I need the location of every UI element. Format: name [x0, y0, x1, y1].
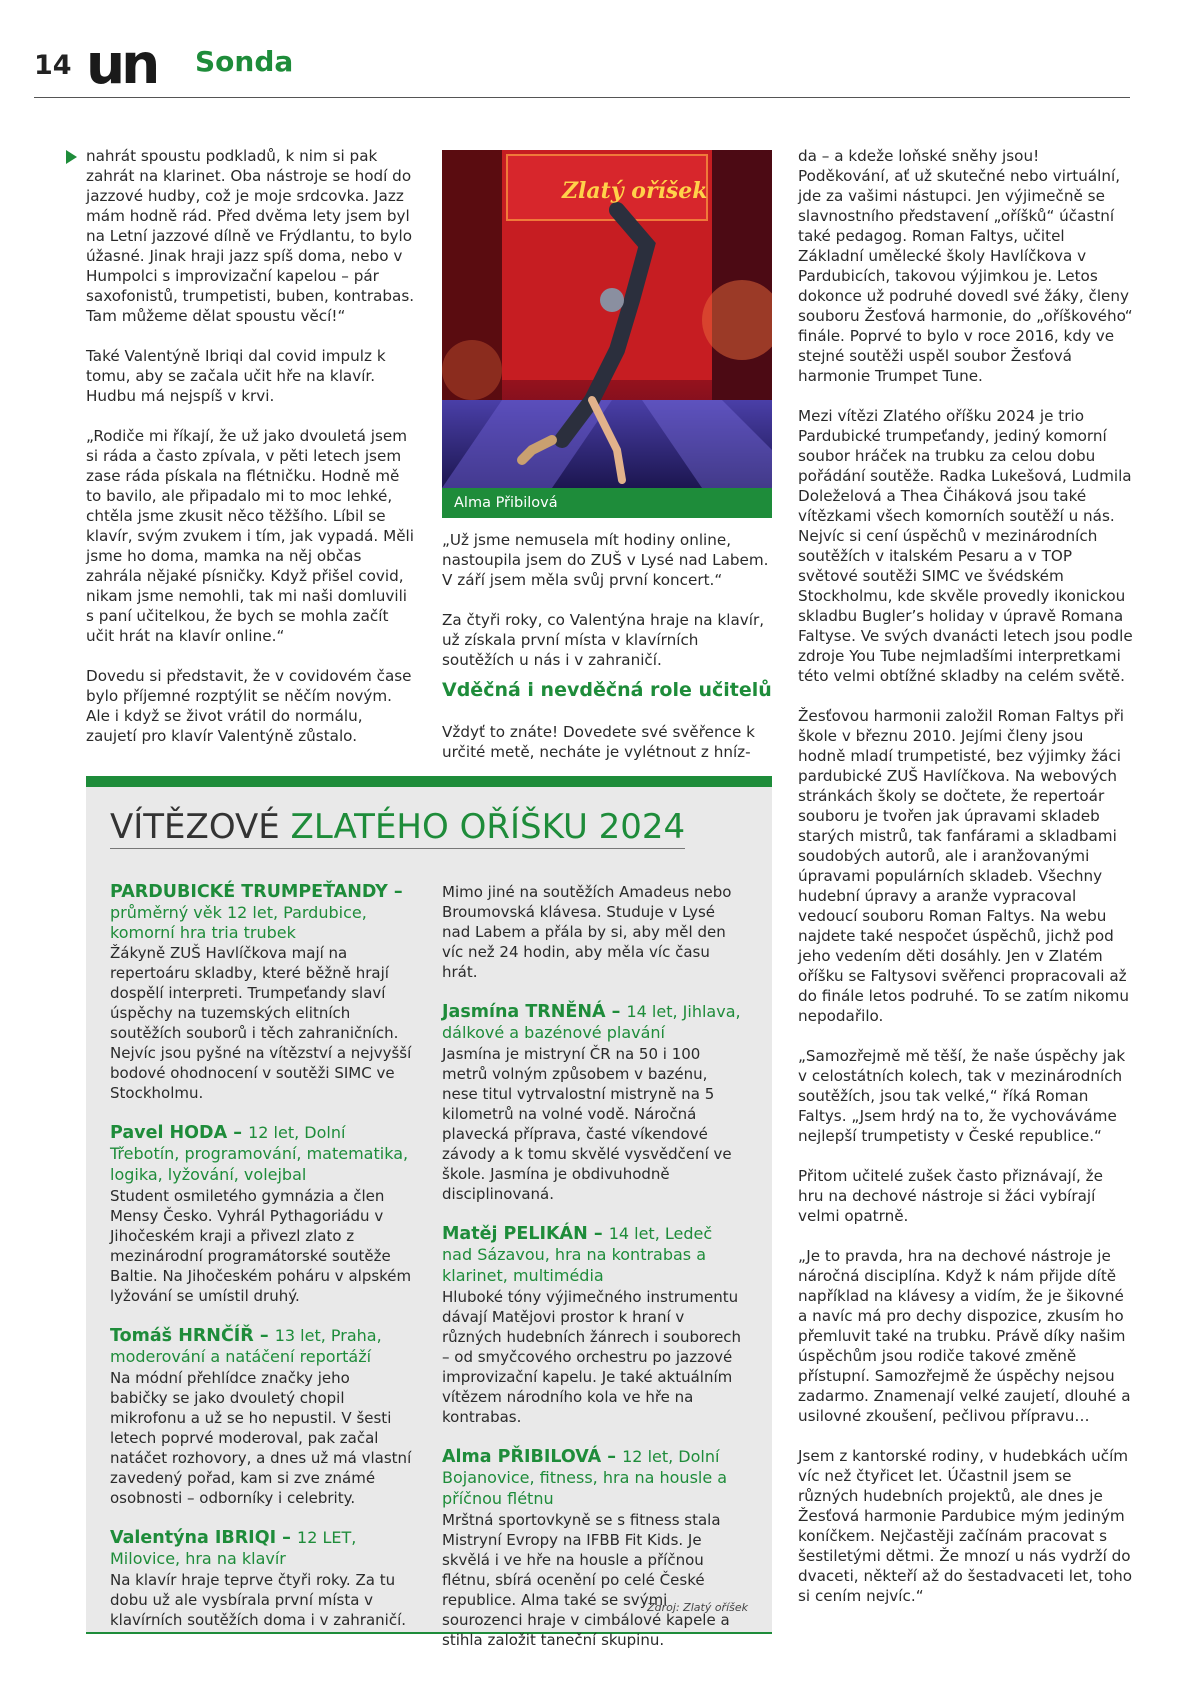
winner-text: Jasmína je mistryní ČR na 50 i 100 metrů volným způsobem v bazénu, nese titul vytrvalostní mistryně na 5 kilometrů na volné vodě. Náročná plavecká příprava, časté víkendové závody a k tomu skvělé vysvědčení ve škole. Jasmína je obdivuhodně disciplinovaná.: [442, 1045, 732, 1203]
winner-text: Hluboké tóny výjimečného instrumentu dávají Matějovi prostor k hraní v různých hudebních žánrech i souborech – od smyčcového orchestru po jazzové improvizační kapelu. Je také aktuálním vítězem národního kola ve hře na kontrabas.: [442, 1288, 742, 1426]
magazine-logo: un: [86, 32, 157, 96]
winners-sidebar-box: [86, 776, 772, 1649]
winner-name: PARDUBICKÉ TRUMPEŤANDY: [110, 882, 388, 902]
article-column-2: [442, 530, 772, 762]
paragraph: „Samozřejmě mě těší, že naše úspěchy jak v celostátních kolech, tak v mezinárodních soutěžích, jsou tak velké,“ říká Roman Faltys. „Jsem hrdý na to, že vychováváme nejlepší trumpetisty v České republice.“: [798, 1047, 1126, 1145]
winner-text: Mrštná sportovkyně se s fitness stala Mistryní Evropy na IFBB Fit Kids. Je skvělá i ve hře na housle a příčnou flétnu, sbírá ocenění po celé České republice. Alma také se svými sourozenci hraje v cimbálové kapele a stihla založit taneční skupinu.: [442, 1511, 730, 1649]
photo-image: [442, 150, 772, 518]
paragraph: Vždyť to znáte! Dovedete své svěřence k určité metě, necháte je vylétnout z hníz-: [442, 723, 755, 761]
winner-description: 12 let, Dolní Třebotín, programování, matematika, logika, lyžování, volejbal: [110, 1123, 409, 1184]
winner-description: 12 LET, Milovice, hra na klavír: [110, 1528, 357, 1568]
page-number: 14: [34, 50, 72, 81]
winner-text: Na klavír hraje teprve čtyři roky. Za tu dobu už ale vysbírala první místa v klavírních soutěžích doma i v zahraničí.: [110, 1571, 407, 1629]
article-photo: [442, 150, 772, 518]
continuation-arrow-icon: [66, 150, 77, 164]
paragraph: Také Valentýně Ibriqi dal covid impulz k tomu, aby se začala učit hře na klavír. Hudbu má nejspíš v krvi.: [86, 347, 386, 405]
paragraph: da – a kdeže loňské sněhy jsou! Poděkování, ať už skutečné nebo virtuální, jde za vašimi nástupci. Jen výjimečně se slavnostního představení „oříšků“ účastní také pedagog. Roman Faltys, učitel Základní umělecké školy Havlíčkova v Pardubicích, takovou výjimkou je. Letos dokonce už podruhé dovedl své žáky, členy souboru Žesťová harmonie, do „oříškového“ finále. Poprvé to bylo v roce 2016, kdy ve stejné soutěži uspěl soubor Žesťová harmonie Trumpet Tune.: [798, 147, 1133, 385]
winner-name: Valentýna IBRIQI: [110, 1528, 277, 1548]
winner-entry: PARDUBICKÉ TRUMPEŤANDY – průměrný věk 12 let, Pardubice, komorní hra tria trubek Žákyně ZUŠ Havlíčkova mají na repertoáru skladby, které běžně hrají dospělí interpreti. Trumpeťandy slaví úspěchy na tuzemských elitních soutěžích souborů i těch zahraničních. Nejvíc jsou pyšné na vítězství a nejvyšší bodové ohodnocení v soutěži SIMC ve Stockholmu.: [110, 882, 412, 1102]
paragraph: Přitom učitelé zušek často přiznávají, že hru na dechové nástroje si žáci vybírají velmi opatrně.: [798, 1167, 1103, 1225]
winner-text-continued: Mimo jiné na soutěžích Amadeus nebo Broumovská klávesa. Studuje v Lysé nad Labem a přála by si, aby měl den víc než 24 hodin, aby měla víc času hrát.: [442, 883, 732, 981]
winner-name: Matěj PELIKÁN: [442, 1224, 588, 1244]
source-credit: Zdroj: Zlatý oříšek: [647, 1601, 748, 1614]
paragraph: Dovedu si představit, že v covidovém čase bylo příjemné rozptýlit se něčím novým. Ale i když se život vrátil do normálu, zaujetí pro klavír Valentýně zůstalo.: [86, 667, 412, 745]
paragraph: „Už jsme nemusela mít hodiny online, nastoupila jsem do ZUŠ v Lysé nad Labem. V září jsem měla svůj první koncert.“: [442, 531, 769, 589]
winner-description: 14 let, Jihlava, dálkové a bazénové plavání: [442, 1002, 741, 1042]
stage-sign-text: Zlatý oříšek: [562, 178, 708, 204]
winner-name: Tomáš HRNČÍŘ: [110, 1326, 254, 1346]
winner-description: 14 let, Ledeč nad Sázavou, hra na kontrabas a klarinet, multimédia: [442, 1224, 713, 1285]
winner-description: průměrný věk 12 let, Pardubice, komorní hra tria trubek: [110, 903, 367, 942]
winner-entry: Matěj PELIKÁN – 14 let, Ledeč nad Sázavou, hra na kontrabas a klarinet, multimédia Hluboké tóny výjimečného instrumentu dávají Matějovi prostor k hraní v různých hudebních žánrech i souborech – od smyčcového orchestru po jazzové improvizační kapelu. Je také aktuálním vítězem národního kola ve hře na kontrabas.: [442, 1224, 744, 1427]
paragraph: nahrát spoustu podkladů, k nim si pak zahrát na klarinet. Oba nástroje se hodí do jazzové hudby, což je moje srdcovka. Jazz mám hodně rád. Před dvěma lety jsem byl na Letní jazzové dílně ve Frýdlantu, to bylo úžasné. Jinak hraji jazz spíš doma, nebo v Humpolci s improvizační kapelou – pár saxofonistů, trumpetisti, buben, kontrabas. Tam můžeme dělat spoustu věcí!“: [86, 147, 415, 325]
winner-name: Pavel HODA: [110, 1123, 228, 1143]
winner-entry: Alma PŘIBILOVÁ – 12 let, Dolní Bojanovice, fitness, hra na housle a příčnou flétnu Mrštná sportovkyně se s fitness stala Mistryní Evropy na IFBB Fit Kids. Je skvělá i ve hře na housle a příčnou flétnu, sbírá ocenění po celé České republice. Alma také se svými sourozenci hraje v cimbálové kapele a stihla založit taneční skupinu.: [442, 1447, 744, 1650]
photo-caption: Alma Přibilová: [442, 488, 772, 518]
paragraph: Mezi vítězi Zlatého oříšku 2024 je trio Pardubické trumpeťandy, jediný komorní soubor hráček na trubku za celou dobu pořádání soutěže. Radka Lukešová, Ludmila Doleželová a Thea Čiháková jsou také vítězkami všech komorních soutěží u nás. Nejvíc si cení úspěchů v mezinárodních soutěžích v italském Pesaru a v TOP světové soutěži SIMC ve švédském Stockholmu, kde skvěle provedly ikonickou skladbu Bugler’s holiday v úpravě Romana Faltyse. Ve svých dvanácti letech jsou podle zdroje You Tube nejmladšími interpretkami této velmi obtížné skladby na celém světě.: [798, 407, 1133, 685]
winner-entry: Valentýna IBRIQI – 12 LET, Milovice, hra na klavír Na klavír hraje teprve čtyři roky. Za tu dobu už ale vysbírala první místa v klavírních soutěžích doma i v zahraničí.: [110, 1528, 412, 1630]
article-column-1: [86, 146, 416, 746]
winner-text: Žákyně ZUŠ Havlíčkova mají na repertoáru skladby, které běžně hrají dospělí interpreti. Trumpeťandy slaví úspěchy na tuzemských elitních soutěžích souborů i těch zahraničních. Nejvíc jsou pyšné na vítězství a nejvyšší bodové ohodnocení v soutěži SIMC ve Stockholmu.: [110, 944, 412, 1102]
paragraph: Jsem z kantorské rodiny, v hudebkách učím víc než čtyřicet let. Účastnil jsem se různých hudebních projektů, ale dnes je Žesťová harmonie Pardubice mým jediným koníčkem. Nejčastěji začínám pracovat s šestiletými dětmi. Že mnozí u nás vydrží do dvaceti, někteří až do šestadvaceti let, toho si cením nejvíc.“: [798, 1447, 1133, 1605]
section-title: Sonda: [195, 45, 294, 78]
winner-name: Jasmína TRNĚNÁ: [442, 1002, 606, 1022]
article-column-3: [798, 146, 1133, 1606]
box-title: [110, 807, 685, 849]
subheading: Vděčná i nevděčná role učitelů: [442, 679, 772, 701]
winners-column-2: [442, 882, 744, 1670]
winner-description: 12 let, Dolní Bojanovice, fitness, hra na housle a příčnou flétnu: [442, 1447, 728, 1508]
box-title-green: ZLATÉHO OŘÍŠKU 2024: [290, 807, 686, 847]
page-header: [34, 32, 1130, 98]
winner-entry: Jasmína TRNĚNÁ – 14 let, Jihlava, dálkové a bazénové plavání Jasmína je mistryní ČR na 50 i 100 metrů volným způsobem v bazénu, nese titul vytrvalostní mistryně na 5 kilometrů na volné vodě. Náročná plavecká příprava, časté víkendové závody a k tomu skvělé vysvědčení ve škole. Jasmína je obdivuhodně disciplinovaná.: [442, 1002, 744, 1204]
paragraph: „Rodiče mi říkají, že už jako dvouletá jsem si ráda a často zpívala, v pěti letech jsem zase ráda pískala na flétničku. Hodně mě to bavilo, ale připadalo mi to moc lehké, chtěla jsme zkusit něco těžšího. Líbil se klavír, svým zvukem i tím, jak vypadá. Měli jsme ho doma, mamka na něj občas zahrála nějaké písničky. Když přišel covid, nikam jsme nemohli, tak mi naši domluvili s paní učitelkou, že bych se mohla začít učit hrát na klavír online.“: [86, 427, 414, 645]
winner-name: Alma PŘIBILOVÁ: [442, 1447, 602, 1467]
winner-description: 13 let, Praha, moderování a natáčení reportáží: [110, 1326, 382, 1366]
winner-text: Na módní přehlídce značky jeho babičky se jako dvouletý chopil mikrofonu a už se ho nepustil. V šesti letech poprvé moderoval, pak začal natáčet rozhovory, a dnes už má vlastní zavedený pořad, kam si zve známé osobnosti – odborníky i celebrity.: [110, 1369, 412, 1507]
winner-entry: Tomáš HRNČÍŘ – 13 let, Praha, moderování a natáčení reportáží Na módní přehlídce značky jeho babičky se jako dvouletý chopil mikrofonu a už se ho nepustil. V šesti letech poprvé moderoval, pak začal natáčet rozhovory, a dnes už má vlastní zavedený pořad, kam si zve známé osobnosti – odborníky i celebrity.: [110, 1326, 412, 1507]
paragraph: „Je to pravda, hra na dechové nástroje je náročná disciplína. Když k nám přijde dítě například na klávesy a vidím, že je šikovné a navíc má pro dechy dispozice, zkusím ho přemluvit také na trubku. Právě díky našim úspěchům jsou rodiče takové změně přístupní. Samozřejmě že úspěchy nejsou zadarmo. Znamenají velké zaujetí, dlouhé a usilovné zkoušení, pečlivou přípravu…: [798, 1247, 1131, 1425]
winner-text: Student osmiletého gymnázia a člen Mensy Česko. Vyhrál Pythagoriádu v Jihočeském kraji a přivezl zlato z mezinárodní programátorské soutěže Baltie. Na Jihočeském poháru v alpském lyžování se umístil druhý.: [110, 1187, 412, 1305]
paragraph: Žesťovou harmonii založil Roman Faltys při škole v březnu 2010. Jejími členy jsou hodně mladí trumpetisté, bez výjimky žáci pardubické ZUŠ Havlíčkova. Na webových stránkách školy se dočtete, že repertoár souboru je tvořen jak úpravami skladeb starých mistrů, tak fanfárami a skladbami soudobých autorů, ale i aranžovanými úpravami populárních skladeb. Všechny hudební úpravy a aranže vypracoval vedoucí souboru Roman Faltys. Na webu najdete také nespočet úspěchů, jichž pod jeho vedením děti dosáhly. Jen v Zlatém oříšku se Faltysovi svěřenci propracovali až do finále letos podruhé. To se zatím nikomu nepodařilo.: [798, 707, 1130, 1025]
winner-entry: Pavel HODA – 12 let, Dolní Třebotín, programování, matematika, logika, lyžování, volejbal Student osmiletého gymnázia a člen Mensy Česko. Vyhrál Pythagoriádu v Jihočeském kraji a přivezl zlato z mezinárodní programátorské soutěže Baltie. Na Jihočeském poháru v alpském lyžování se umístil druhý.: [110, 1123, 412, 1305]
winners-column-1: [110, 882, 412, 1650]
box-title-dark: VÍTĚZOVÉ: [110, 807, 291, 847]
paragraph: Za čtyři roky, co Valentýna hraje na klavír, už získala první místa v klavírních soutěžích u nás i v zahraničí.: [442, 611, 765, 669]
